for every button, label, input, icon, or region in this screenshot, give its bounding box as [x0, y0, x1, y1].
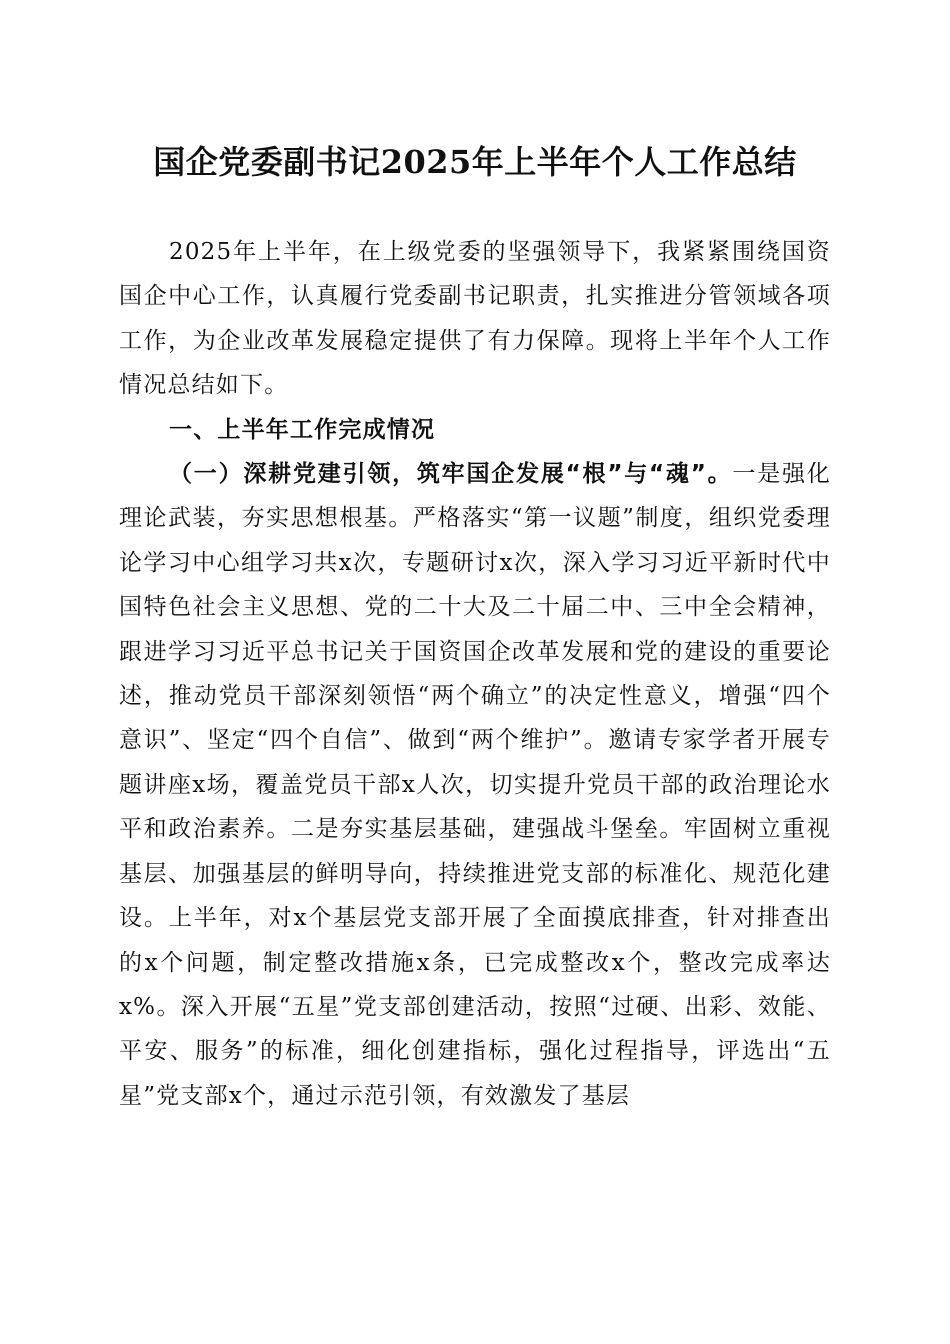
point-two-text: 牢固树立重视基层、加强基层的鲜明导向，持续推进党支部的标准化、规范化建设。上半年，对x个基层党支部开展了全面摸底排查，针对排查出的x个问题，制定整改措施x条，已完成整改x个，整改完成率达x%。深入开展“五星”党支部创建活动，按照“过硬、出彩、效能、平安、服务”的标准，细化创建指标，强化过程指导，评选出“五星”党支部x个，通过示范引领，有效激发了基层 — [119, 816, 832, 1109]
point-one-lead: 一是强化理论武装，夯实思想根基。 — [119, 461, 831, 532]
subsection-paragraph — [119, 452, 831, 1118]
document-body — [119, 230, 831, 1118]
point-two-lead: 二是夯实基层基础，建强战斗堡垒。 — [290, 816, 684, 843]
section-heading: 一、上半年工作完成情况 — [169, 416, 436, 443]
intro-paragraph: 2025年上半年，在上级党委的坚强领导下，我紧紧围绕国资国企中心工作，认真履行党委副书记职责，扎实推进分管领域各项工作，为企业改革发展稳定提供了有力保障。现将上半年个人工作情况总结如下。 — [119, 239, 831, 399]
document-title: 国企党委副书记2025年上半年个人工作总结 — [153, 143, 797, 181]
point-one-text: 严格落实“第一议题”制度，组织党委理论学习中心组学习共x次，专题研讨x次，深入学习习近平新时代中国特色社会主义思想、党的二十大及二十届二中、三中全会精神，跟进学习习近平总书记关于国资国企改革发展和党的建设的重要论述，推动党员干部深刻领悟“两个确立”的决定性意义，增强“四个意识”、坚定“四个自信”、做到“两个维护”。邀请专家学者开展专题讲座x场，覆盖党员干部x人次，切实提升党员干部的政治理论水平和政治素养。 — [119, 505, 831, 843]
subsection-heading: （一）深耕党建引领，筑牢国企发展“根”与“魂”。 — [169, 461, 733, 488]
